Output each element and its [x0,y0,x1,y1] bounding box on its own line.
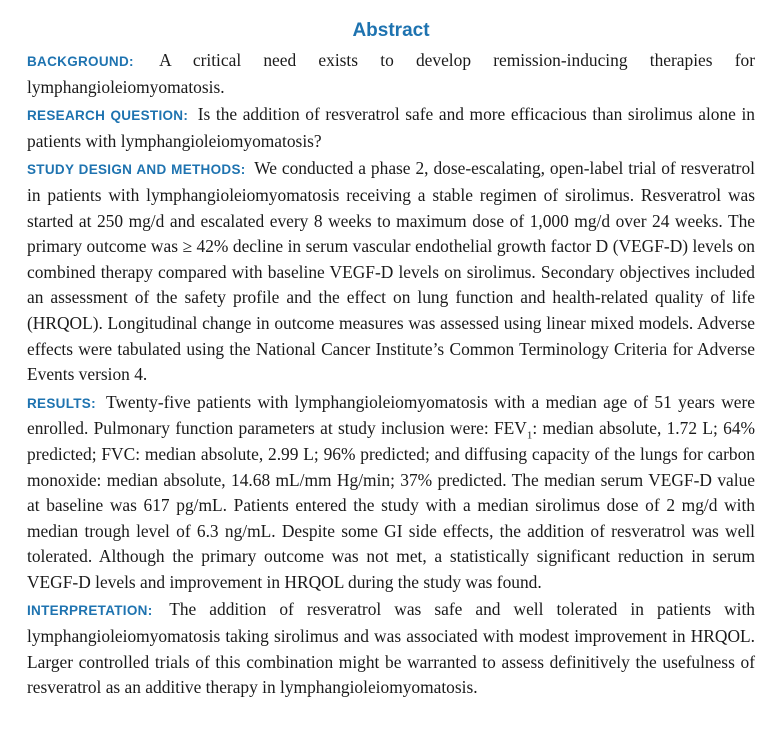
section-text-results-part2: : median absolute, 1.72 L; 64% predicted; FVC: median absolute, 2.99 L; 96% predicted; and diffusing capacity of the lungs for carbon monoxide: median absolute, 14.68 mL/mm Hg/min; 37% predicted. The median serum VEGF-D value at baseline was 617 pg/mL. Patients entered the study with a median sirolimus dose of 2 mg/d with median trough level of 6.3 ng/mL. Despite some GI side effects, the addition of resveratrol was well tolerated. Although the primary outcome was not met, a statistically significant reduction in serum VEGF-D levels and improvement in HRQOL during the study was found. [27,418,756,592]
section-label-background: BACKGROUND: [27,54,134,69]
section-text-background: A critical need exists to develop remission-inducing therapies for lymphangioleiomyomatosis. [27,50,756,97]
section-interpretation [27,597,755,700]
section-text-research-question: Is the addition of resveratrol safe and more efficacious than sirolimus alone in patients with lymphangioleiomyomatosis? [27,104,756,151]
section-text-interpretation: The addition of resveratrol was safe and well tolerated in patients with lymphangioleiomyomatosis taking sirolimus and was associated with modest improvement in HRQOL. Larger controlled trials of this combination might be warranted to assess definitively the usefulness of resveratrol as an additive therapy in lymphangioleiomyomatosis. [27,599,755,698]
section-research-question [27,102,755,154]
section-label-study-design: STUDY DESIGN AND METHODS: [27,162,246,178]
fev-subscript: 1 [526,429,533,442]
section-text-results-part1: Twenty-five patients with lymphangioleiomyomatosis with a median age of 51 years were enrolled. Pulmonary function parameters at study inclusion were: FEV [27,391,755,439]
section-label-research-question: RESEARCH QUESTION: [27,108,189,124]
section-results [27,390,755,596]
abstract-title: Abstract [352,20,430,41]
section-study-design [27,156,755,387]
section-label-results: RESULTS: [27,395,96,411]
section-background [27,48,755,100]
section-text-study-design: We conducted a phase 2, dose-escalating, open-label trial of resveratrol in patients with lymphangioleiomyomatosis receiving a stable regimen of sirolimus. Resveratrol was started at 250 mg/d and escalated every 8 weeks to maximum dose of 1,000 mg/d over 24 weeks. The primary outcome was ≥ 42% decline in serum vascular endothelial growth factor D (VEGF-D) levels on combined therapy compared with baseline VEGF-D levels on sirolimus. Secondary objectives included an assessment of the safety profile and the effect on lung function and health-related quality of life (HRQOL). Longitudinal change in outcome measures was assessed using linear mixed models. Adverse effects were tabulated using the National Cancer Institute’s Common Terminology Criteria for Adverse Events version 4. [27,158,755,385]
section-label-interpretation: INTERPRETATION: [27,603,153,619]
